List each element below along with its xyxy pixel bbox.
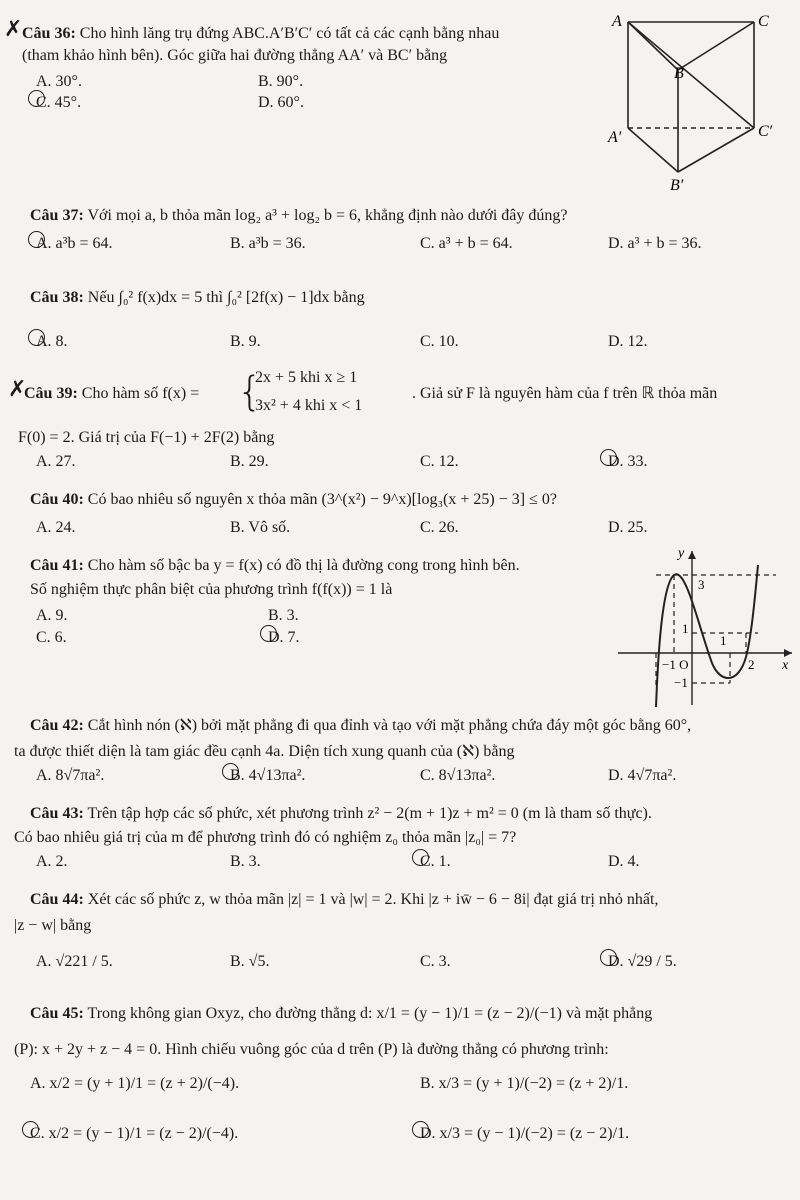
vertex-label: B — [674, 65, 684, 82]
option-c: C. 10. — [420, 333, 459, 350]
option-a: A. 9. — [36, 607, 68, 624]
case-1: 2x + 5 khi x ≥ 1 — [255, 369, 358, 386]
option-b: B. 29. — [230, 453, 269, 470]
option-d: D. 25. — [608, 519, 648, 536]
question-40 — [30, 490, 557, 510]
option-d: D. 60°. — [258, 94, 304, 111]
question-39-line1 — [24, 384, 199, 404]
question-text: Trong không gian Oxyz, cho đường thẳng d: x/1 = (y − 1)/1 = (z − 2)/(−1) và mặt phẳng — [87, 1005, 653, 1022]
option-b: B. 90°. — [258, 73, 304, 90]
option-c: C. 8√13πa². — [420, 767, 496, 784]
option-a: A. 8. — [36, 333, 68, 350]
answer-circle-icon — [412, 1121, 431, 1143]
question-label: Câu 45: — [30, 1005, 84, 1022]
option-b: B. 3. — [230, 853, 261, 870]
question-label: Câu 36: — [22, 25, 76, 42]
option-b: B. 3. — [268, 607, 299, 624]
brace-icon: { — [237, 369, 263, 415]
vertex-label: B′ — [670, 177, 684, 194]
option-a: A. √221 / 5. — [36, 953, 113, 970]
question-text-post: . Giả sử F là nguyên hàm của f trên ℝ thỏa mãn — [412, 385, 718, 402]
option-b: B. 9. — [230, 333, 261, 350]
question-text: Xét các số phức z, w thỏa mãn |z| = 1 và |w| = 2. Khi |z + iw̄ − 6 − 8i| đạt giá trị nhỏ nhất, — [87, 891, 659, 908]
question-39-line2: F(0) = 2. Giá trị của F(−1) + 2F(2) bằng — [18, 429, 275, 446]
question-label: Câu 40: — [30, 491, 84, 508]
question-text: Cho hình lăng trụ đứng ABC.A′B′C′ có tất cả các cạnh bằng nhau — [79, 25, 500, 42]
option-d: D. 7. — [268, 629, 300, 646]
option-d: D. 4√7πa². — [608, 767, 677, 784]
option-a: A. 24. — [36, 519, 76, 536]
answer-circle-icon — [412, 849, 431, 871]
option-c: C. 45°. — [36, 94, 82, 111]
axis-label-x: x — [782, 658, 789, 673]
question-text-pre: Cho hàm số f(x) = — [81, 385, 200, 402]
cross-mark-icon: ✗ — [8, 377, 27, 402]
question-text: Trên tập hợp các số phức, xét phương trình z² − 2(m + 1)z + m² = 0 (m là tham số thực). — [87, 805, 652, 822]
option-c: C. 1. — [420, 853, 451, 870]
question-45-line1 — [30, 1004, 652, 1024]
question-42-line1 — [30, 716, 691, 736]
option-a: A. 30°. — [36, 73, 82, 90]
answer-circle-icon — [22, 1121, 41, 1143]
question-text: Cho hàm số bậc ba y = f(x) có đồ thị là đường cong trong hình bên. — [87, 557, 520, 574]
tick-label: 1 — [720, 633, 727, 648]
tick-label: 3 — [698, 577, 705, 592]
question-label: Câu 38: — [30, 289, 84, 306]
cubic-graph — [612, 545, 798, 710]
question-45-line2: (P): x + 2y + z − 4 = 0. Hình chiếu vuông góc của d trên (P) là đường thẳng có phương trình: — [14, 1041, 609, 1058]
question-44-line2: |z − w| bằng — [14, 917, 92, 934]
question-42-line2: ta được thiết diện là tam giác đều cạnh 4a. Diện tích xung quanh của (ℵ) bằng — [14, 743, 515, 760]
option-d: D. 33. — [608, 453, 648, 470]
option-c: C. a³ + b = 64. — [420, 235, 513, 252]
option-a: A. 8√7πa². — [36, 767, 105, 784]
case-2: 3x² + 4 khi x < 1 — [255, 397, 363, 414]
answer-circle-icon — [28, 329, 47, 351]
question-label: Câu 37: — [30, 207, 84, 224]
question-36-line2: (tham khảo hình bên). Góc giữa hai đường thẳng AA′ và BC′ bằng — [22, 47, 448, 64]
answer-circle-icon — [28, 231, 47, 253]
tick-label: 1 — [682, 621, 689, 636]
option-b: B. x/3 = (y + 1)/(−2) = (z + 2)/1. — [420, 1075, 629, 1092]
option-a: A. 27. — [36, 453, 76, 470]
question-text: Cắt hình nón (ℵ) bởi mặt phẳng đi qua đỉnh và tạo với mặt phẳng chứa đáy một góc bằng 60°, — [87, 717, 692, 734]
question-41-line2: Số nghiệm thực phân biệt của phương trình f(f(x)) = 1 là — [30, 581, 393, 598]
tick-label: 2 — [748, 657, 755, 672]
option-d: D. a³ + b = 36. — [608, 235, 702, 252]
question-label: Câu 44: — [30, 891, 84, 908]
option-b: B. 4√13πa². — [230, 767, 306, 784]
cross-mark-icon: ✗ — [4, 17, 23, 42]
answer-circle-icon — [600, 449, 619, 471]
tick-label: −1 — [674, 675, 688, 690]
answer-circle-icon — [260, 625, 279, 647]
vertex-label: A — [612, 13, 622, 30]
tick-label: −1 O — [662, 657, 689, 672]
option-b: B. Vô số. — [230, 519, 291, 536]
option-a: A. x/2 = (y + 1)/1 = (z + 2)/(−4). — [30, 1075, 240, 1092]
question-44-line1 — [30, 890, 658, 910]
option-c: C. x/2 = (y − 1)/1 = (z − 2)/(−4). — [30, 1125, 239, 1142]
vertex-label: C — [758, 13, 769, 30]
question-38 — [30, 288, 365, 308]
option-c: C. 6. — [36, 629, 67, 646]
question-36-line1 — [22, 24, 499, 44]
question-label: Câu 41: — [30, 557, 84, 574]
answer-circle-icon — [28, 90, 47, 112]
vertex-label: C′ — [758, 123, 773, 140]
question-label: Câu 43: — [30, 805, 84, 822]
axis-label-y: y — [678, 546, 685, 561]
option-d: D. 12. — [608, 333, 648, 350]
question-text: Có bao nhiêu số nguyên x thỏa mãn (3^(x²) − 9^x)[log₃(x + 25) − 3] ≤ 0? — [87, 491, 557, 508]
answer-circle-icon — [600, 949, 619, 971]
question-text: Với mọi a, b thỏa mãn log₂ a³ + log₂ b = 6, khẳng định nào dưới đây đúng? — [87, 207, 568, 224]
option-d: D. 4. — [608, 853, 640, 870]
question-37 — [30, 206, 567, 226]
option-a: A. 2. — [36, 853, 68, 870]
answer-circle-icon — [222, 763, 241, 785]
option-b: B. √5. — [230, 953, 270, 970]
question-43-line2: Có bao nhiêu giá trị của m để phương trình đó có nghiệm z₀ thỏa mãn |z₀| = 7? — [14, 829, 517, 846]
question-43-line1 — [30, 804, 652, 824]
option-c: C. 12. — [420, 453, 459, 470]
option-c: C. 3. — [420, 953, 451, 970]
option-b: B. a³b = 36. — [230, 235, 306, 252]
vertex-label: A′ — [608, 129, 622, 146]
option-c: C. 26. — [420, 519, 459, 536]
option-a: A. a³b = 64. — [36, 235, 113, 252]
question-label: Câu 42: — [30, 717, 84, 734]
question-41-line1 — [30, 556, 520, 576]
option-d: D. √29 / 5. — [608, 953, 677, 970]
option-d: D. x/3 = (y − 1)/(−2) = (z − 2)/1. — [420, 1125, 630, 1142]
question-text: Nếu ∫₀² f(x)dx = 5 thì ∫₀² [2f(x) − 1]dx bằng — [87, 289, 365, 306]
question-label: Câu 39: — [24, 385, 78, 402]
prism-figure — [600, 8, 790, 198]
